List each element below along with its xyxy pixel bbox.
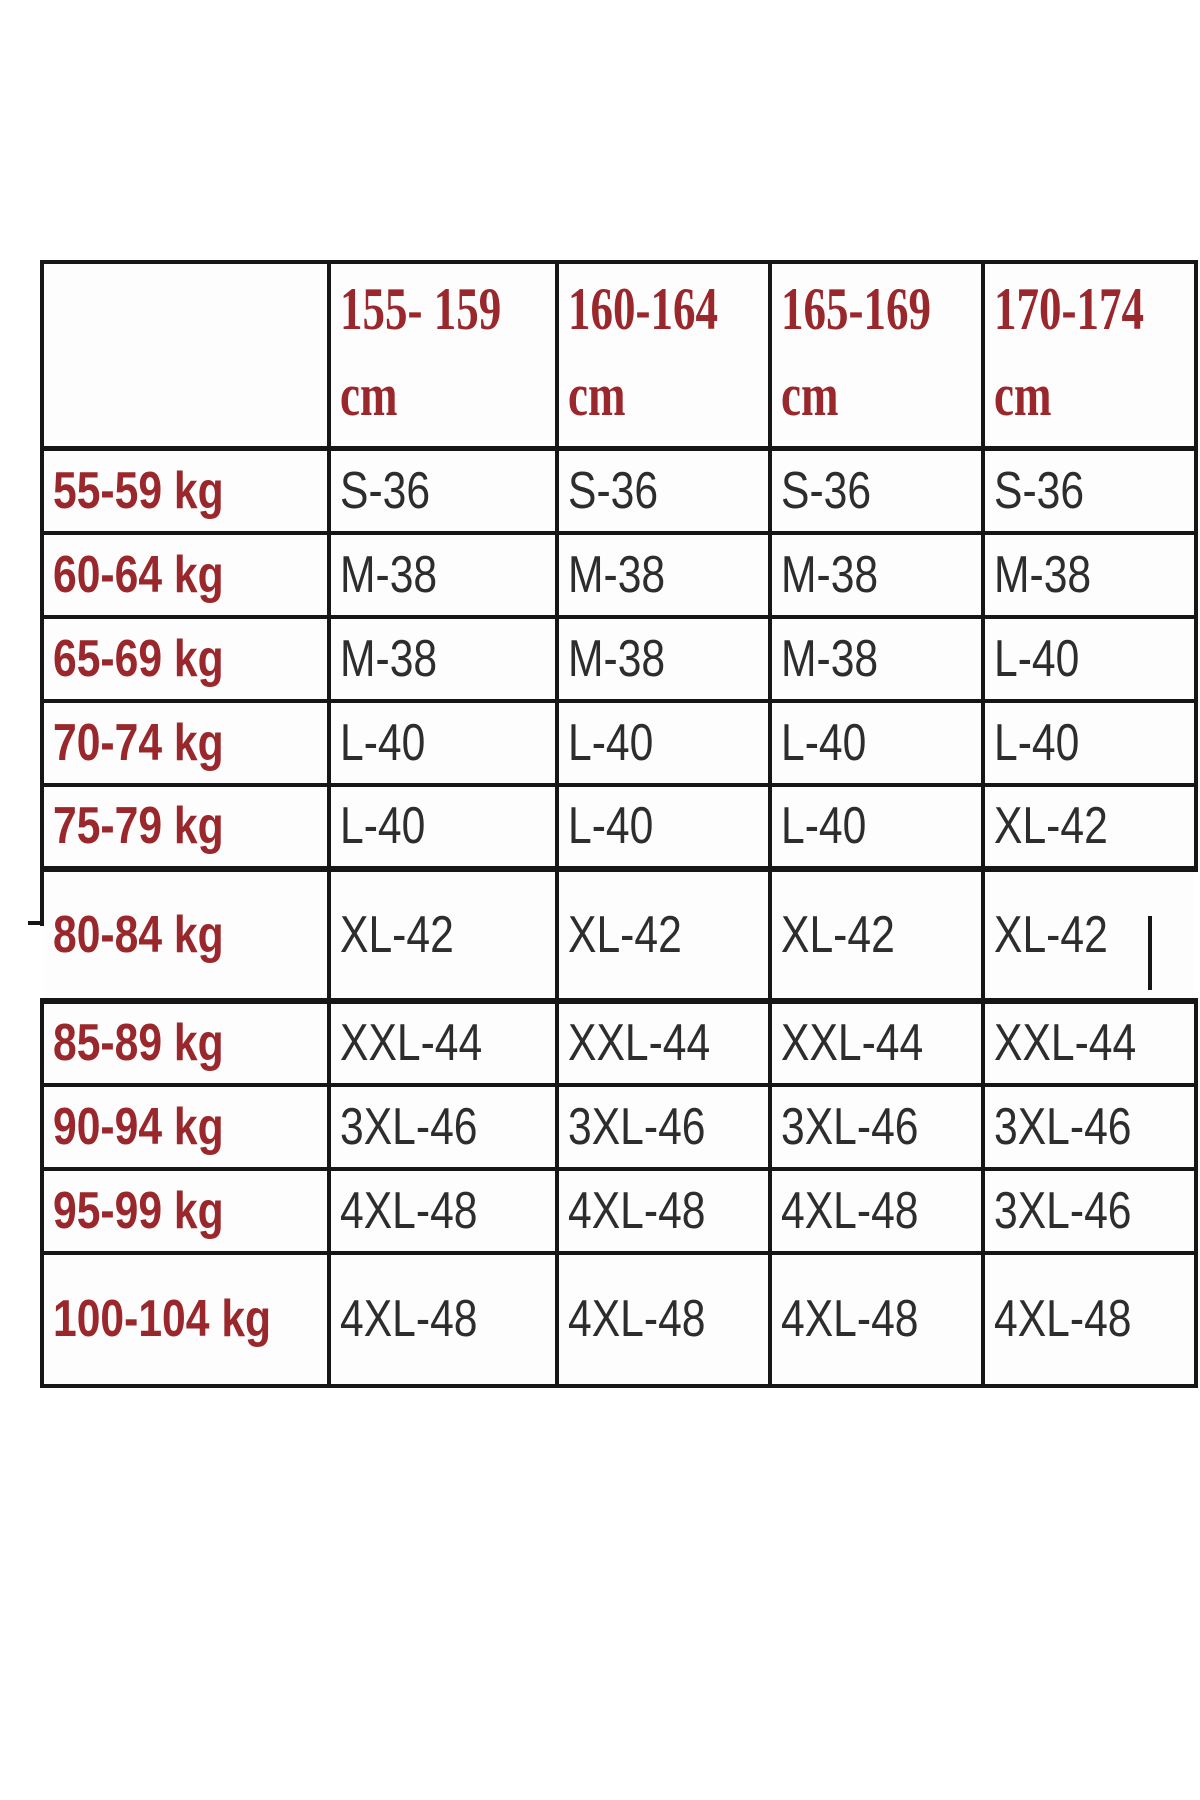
broken-left-border-fragment	[40, 856, 44, 926]
table-row	[42, 533, 1196, 617]
corner-cell	[42, 262, 329, 449]
size-cell	[770, 869, 983, 1001]
size-cell	[983, 785, 1196, 869]
size-value: M-38	[993, 545, 1092, 604]
size-value: L-40	[567, 797, 654, 855]
broken-left-border-hook	[28, 921, 42, 925]
size-cell	[983, 1085, 1196, 1169]
size-cell	[983, 869, 1196, 1001]
height-unit-text: cm	[340, 362, 398, 428]
size-cell	[983, 449, 1196, 533]
size-value: XXL-44	[567, 1014, 711, 1072]
weight-range-label: 75-79 kg	[53, 797, 224, 855]
size-value: 4XL-48	[993, 1290, 1132, 1348]
size-value: 3XL-46	[993, 1097, 1132, 1156]
size-chart-table	[40, 260, 1198, 1388]
size-cell	[329, 701, 557, 785]
size-cell	[329, 785, 557, 869]
size-cell	[557, 701, 770, 785]
size-cell	[329, 1253, 557, 1386]
size-cell	[557, 449, 770, 533]
table-row	[42, 869, 1196, 1001]
size-cell	[329, 1001, 557, 1085]
height-unit-text: cm	[567, 362, 626, 428]
table-row	[42, 617, 1196, 701]
table-row	[42, 785, 1196, 869]
size-value: 4XL-48	[340, 1181, 478, 1240]
size-value: 3XL-46	[340, 1097, 478, 1156]
size-cell	[770, 1085, 983, 1169]
size-cell	[557, 785, 770, 869]
weight-range-label: 65-69 kg	[53, 629, 224, 688]
size-value: L-40	[340, 797, 426, 855]
size-cell	[557, 1085, 770, 1169]
broken-right-border-fragment	[1148, 916, 1152, 990]
size-value: M-38	[567, 629, 666, 688]
weight-range-cell	[42, 1169, 329, 1253]
size-cell	[983, 701, 1196, 785]
size-value: L-40	[567, 713, 654, 772]
size-cell	[329, 449, 557, 533]
weight-range-cell	[42, 1001, 329, 1085]
height-unit-text: cm	[993, 362, 1052, 428]
weight-range-cell	[42, 533, 329, 617]
size-value: L-40	[340, 713, 426, 772]
size-cell	[557, 1169, 770, 1253]
weight-range-label: 70-74 kg	[53, 713, 224, 772]
height-range-header	[770, 262, 983, 449]
size-cell	[557, 1001, 770, 1085]
size-value: S-36	[567, 461, 659, 520]
size-cell	[770, 701, 983, 785]
size-value: M-38	[780, 629, 879, 688]
height-range-header	[557, 262, 770, 449]
size-cell	[770, 785, 983, 869]
weight-range-label: 95-99 kg	[53, 1181, 224, 1240]
weight-range-label: 80-84 kg	[53, 905, 224, 964]
weight-range-cell	[42, 1085, 329, 1169]
size-cell	[770, 533, 983, 617]
size-cell	[770, 1169, 983, 1253]
size-cell	[983, 1169, 1196, 1253]
size-cell	[557, 617, 770, 701]
weight-range-cell	[42, 449, 329, 533]
weight-range-cell	[42, 1253, 329, 1386]
size-cell	[329, 1085, 557, 1169]
size-cell	[557, 869, 770, 1001]
weight-range-label: 90-94 kg	[53, 1097, 224, 1156]
size-value: L-40	[780, 713, 867, 772]
size-value: XL-42	[340, 905, 454, 964]
size-cell	[983, 1253, 1196, 1386]
size-value: XXL-44	[780, 1014, 924, 1072]
table-row	[42, 1253, 1196, 1386]
table-row	[42, 1169, 1196, 1253]
size-value: L-40	[780, 797, 867, 855]
size-cell	[983, 617, 1196, 701]
size-value: M-38	[340, 629, 438, 688]
size-value: L-40	[993, 629, 1080, 688]
size-cell	[329, 1169, 557, 1253]
size-cell	[770, 1253, 983, 1386]
size-value: M-38	[780, 545, 879, 604]
size-cell	[770, 1001, 983, 1085]
size-value: M-38	[340, 545, 438, 604]
size-cell	[329, 533, 557, 617]
size-value: S-36	[780, 461, 872, 520]
weight-range-cell	[42, 869, 329, 1001]
size-value: S-36	[993, 461, 1085, 520]
size-cell	[557, 1253, 770, 1386]
size-value: 3XL-46	[567, 1097, 706, 1156]
size-value: XL-42	[993, 905, 1108, 964]
size-cell	[329, 617, 557, 701]
weight-range-label: 60-64 kg	[53, 545, 224, 604]
weight-range-cell	[42, 617, 329, 701]
height-range-text: 160-164	[567, 276, 718, 342]
weight-range-cell	[42, 785, 329, 869]
size-value: 4XL-48	[567, 1290, 706, 1348]
height-unit-text: cm	[780, 362, 839, 428]
weight-range-label: 55-59 kg	[53, 461, 224, 520]
size-cell	[770, 449, 983, 533]
weight-range-label: 100-104 kg	[53, 1290, 272, 1348]
size-value: 4XL-48	[567, 1181, 706, 1240]
size-value: 4XL-48	[780, 1290, 919, 1348]
size-value: 4XL-48	[340, 1290, 478, 1348]
height-range-text: 155- 159	[340, 276, 502, 342]
size-value: XXL-44	[340, 1014, 483, 1072]
table-row	[42, 1085, 1196, 1169]
size-cell	[329, 869, 557, 1001]
size-value: XL-42	[780, 905, 895, 964]
height-range-header	[329, 262, 557, 449]
height-range-text: 170-174	[993, 276, 1144, 342]
size-value: XXL-44	[993, 1014, 1137, 1072]
size-value: 3XL-46	[993, 1181, 1132, 1240]
size-value: 3XL-46	[780, 1097, 919, 1156]
size-cell	[557, 533, 770, 617]
size-cell	[983, 533, 1196, 617]
size-cell	[770, 617, 983, 701]
table-row	[42, 1001, 1196, 1085]
header-row	[42, 262, 1196, 449]
size-value: XL-42	[567, 905, 682, 964]
table-row	[42, 449, 1196, 533]
weight-range-cell	[42, 701, 329, 785]
height-range-header	[983, 262, 1196, 449]
size-value: M-38	[567, 545, 666, 604]
size-cell	[983, 1001, 1196, 1085]
size-value: XL-42	[993, 797, 1108, 855]
table-row	[42, 701, 1196, 785]
size-value: 4XL-48	[780, 1181, 919, 1240]
weight-range-label: 85-89 kg	[53, 1014, 224, 1072]
height-range-text: 165-169	[780, 276, 931, 342]
size-value: L-40	[993, 713, 1080, 772]
size-value: S-36	[340, 461, 431, 520]
